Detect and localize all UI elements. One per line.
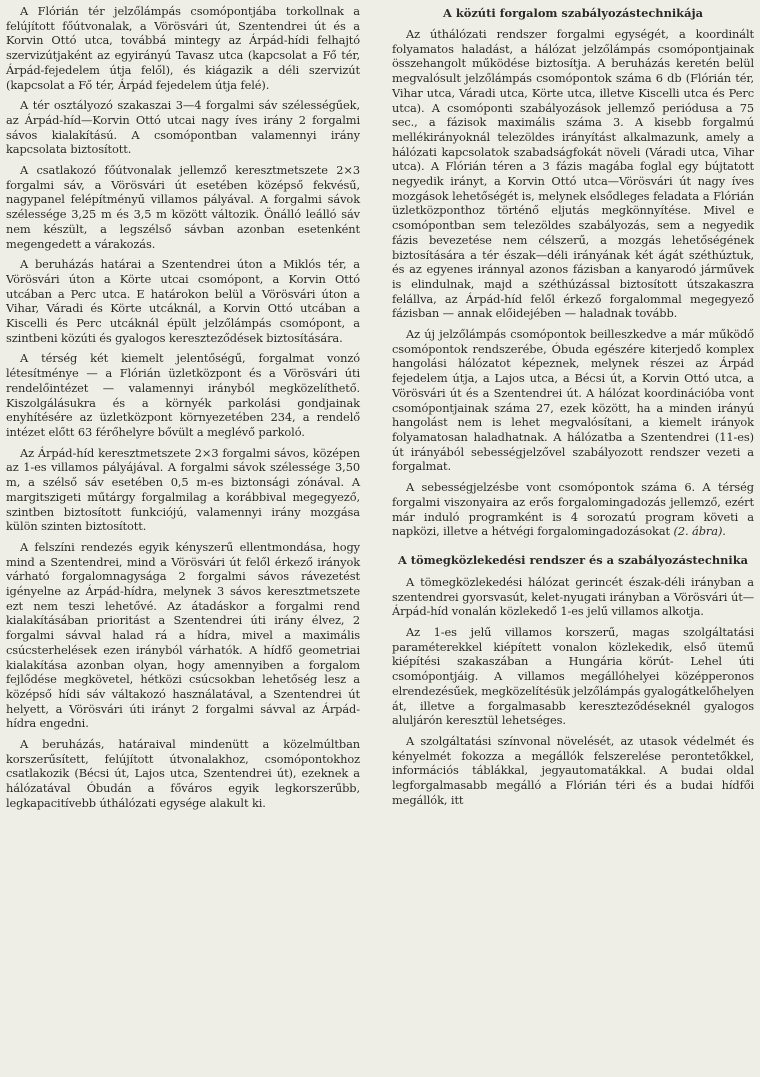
section-heading-traffic-control: A közúti forgalom szabályozástechnikája (443, 6, 703, 20)
paragraph: A szolgáltatási színvonal növelését, az utasok védelmét és kényelmét fokozza a megállók felszerelése perontetőkkel, információs táblákkal, jegyautomatákkal. A budai oldal legforgalmasabb megálló a Flórián téri és a budai hídfői megállók, itt (392, 733, 754, 807)
paragraph: Az új jelzőlámpás csomópontok beilleszkedve a már működő csomópontok rendszerébe, Óbuda egészére kiterjedő komplex hangolási hálózatot képeznek, melynek részei az Árpád fejedelem útja, a Lajos utca, a Bécsi út, a Korvin Ottó utca, a Vörösvári út és a Szentendrei út. A hálózat koordinációba vont csomópontjainak száma 27, ezek között, ha a minden irányú hangolást nem is lehet megvalósítani, a kiemelt irányok folyamatosan haladhatnak. A hálózatba a Szentendrei (11-es) út irányából sebességjelzővel szabályozott rendszer vezeti a forgalmat. (392, 327, 754, 474)
paragraph-text: A sebességjelzésbe vont csomópontok száma 6. A térség forgalmi viszonyaira az erős forgalomingadozás jellemző, ezért már induló programként is 4 sorozatú program követi a napközi, illetve a hétvégi forgalomingadozásokat (392, 480, 754, 539)
paragraph: A beruházás határai a Szentendrei úton a Miklós tér, a Vörösvári úton a Körte utcai csomópont, a Korvin Ottó utcában a Perc utca. E határokon belül a Vörösvári úton a Vihar, Váradi és Körte utcáknál, a Korvin Ottó utcában a Kiscelli és Perc utcáknál épült jelzőlámpás csomópont, a szintbeni közúti és gyalogos kereszteződések biztosítására. (6, 257, 360, 345)
paragraph: A térség két kiemelt jelentőségű, forgalmat vonzó létesítménye — a Flórián üzletközpont és a Vörösvári úti rendelőintézet — valamennyi irányból megközelíthető. Kiszolgálásukra és a környék parkolási gondjainak enyhítésére az üzletközpont környezetében 234, a rendelő intézet előtt 63 férőhelyre bővült a meglévő parkoló. (6, 351, 360, 439)
section-heading-public-transport: A tömegközlekedési rendszer és a szabályozástechnika (397, 552, 749, 567)
figure-reference: (2. ábra). (673, 524, 726, 539)
paragraph: A beruházás, határaival mindenütt a közelmúltban korszerűsített, felújított útvonalakhoz, csomópontokhoz csatlakozik (Bécsi út, Lajos utca, Szentendrei út), ezeknek a hálózatával Óbudán a főváros egyik legkorszerűbb, legkapacitívebb úthálózati egysége alakult ki. (6, 737, 360, 810)
paragraph: A Flórián tér jelzőlámpás csomópontjába torkollnak a felújított főútvonalak, a Vörösvári út, Szentendrei út és a Korvin Ottó utca, továbbá mintegy az Árpád-hídi felhajtó szervizútjaként az egyirányú Tavasz utca (kapcsolat a Fő tér, Árpád-fejedelem útja felől), és kiágazik a déli szervizút (kapcsolat a Fő tér, Árpád fejedelem útja felé). (6, 4, 360, 92)
left-column (6, 4, 360, 817)
paragraph: Az Árpád-híd keresztmetszete 2×3 forgalmi sávos, középen az 1-es villamos pályájával. A forgalmi sávok szélessége 3,50 m, a szélső sáv esetében 0,5 m-es biztonsági zónával. A margitszigeti műtárgy forgalmilag a korábbival megegyező, szintben biztosított funkciójú, valamennyi irány mozgása külön szinten biztosított. (6, 445, 360, 534)
paragraph: Az úthálózati rendszer forgalmi egységét, a koordinált folyamatos haladást, a hálózat jelzőlámpás csomópontjainak összehangolt működése biztosítja. A beruházás keretén belül megvalósult jelzőlámpás csomópontok száma 6 db (Flórián tér, Vihar utca, Váradi utca, Körte utca, illetve Kiscelli utca és Perc utca). A csomóponti szabályozások jellemző periódusa a 75 sec., a fázisok maximális száma 3. A kisebb forgalmú mellékirányoknál telezöldes irányítást alkalmazunk, amely a hálózati kapcsolatok szabadságfokát növeli (Váradi utca, Vihar utca). A Flórián téren a 3 fázis magába foglal egy bújtatott negyedik irányt, a Korvin Ottó utca—Vörösvári út nagy íves mozgások lehetőségét is, melynek elsődleges feladata a Flórián üzletközponthoz történő eljutás megkönnyítése. Mivel e csomópontban sem telezöldes szabályozás, sem a negyedik fázis bevezetése nem célszerű, a mozgás lehetőségének biztosítására a tér észak—déli irányának két ágát széthúztuk, és az egyenes iránnyal azonos fázisban a kanyarodó járművek is elindulnak, majd a széthúzással biztosított útszakaszra felállva, az Árpád-híd felől érkező forgalommal megegyező fázisban — annak előidejében — haladnak tovább. (392, 27, 754, 321)
paragraph: A tér osztályozó szakaszai 3—4 forgalmi sáv szélességűek, az Árpád-híd—Korvin Ottó utcai nagy íves irány 2 forgalmi sávos kialakítású. A csomópontban valamennyi irány kapcsolata biztosított. (6, 98, 360, 157)
paragraph: A csatlakozó főútvonalak jellemző keresztmetszete 2×3 forgalmi sáv, a Vörösvári út esetében középső fekvésű, nagypanel felépítményű villamos pályával. A forgalmi sávok szélessége 3,25 m és 3,5 m között változik. Önálló leálló sáv nem készült, a legszélső sávban azonban esetenként megengedett a várakozás. (6, 163, 360, 251)
right-column (392, 4, 754, 813)
paragraph: A felszíni rendezés egyik kényszerű ellentmondása, hogy mind a Szentendrei, mind a Vörösvári út felől érkező irányok várható forgalomnagysága 2 forgalmi sávos rávezetést igényelne az Árpád-hídra, melynek 3 sávos keresztmetszete ezt nem teszi lehetővé. Az átadáskor a forgalmi rend kialakításában prioritást a Szentendrei úti irány élvez, 2 forgalmi sávval halad rá a hídra, mivel a maximális csúcsterhelések ezen irányból várhatók. A hídfő geometriai kialakítása azonban olyan, hogy amennyiben a forgalom fejlődése megkövetel, hétközi csúcsokban lehetőség lesz a középső hídi sáv váltakozó használatával, a Szentendrei út helyett, a Vörösvári úti irányt 2 forgalmi sávval az Árpád-hídra engedni. (6, 539, 360, 731)
paragraph-with-figure-ref (392, 480, 754, 539)
paragraph: A tömegközlekedési hálózat gerincét észak-déli irányban a szentendrei gyorsvasút, kelet-nyugati irányban a Vörösvári út—Árpád-híd vonalán közlekedő 1-es jelű villamos alkotja. (392, 574, 754, 619)
paragraph: Az 1-es jelű villamos korszerű, magas szolgáltatási paraméterekkel kiépített vonalon közlekedik, első ütemű kiépítési szakaszában a Hungária körút- Lehel úti csomópontjáig. A villamos megállóhelyei középperonos elrendezésűek, megközelítésük jelzőlámpás gyalogátkelőhelyen át, illetve a forgalmasabb kereszteződéseknél gyalogos aluljárón keresztül lehetséges. (392, 625, 755, 728)
